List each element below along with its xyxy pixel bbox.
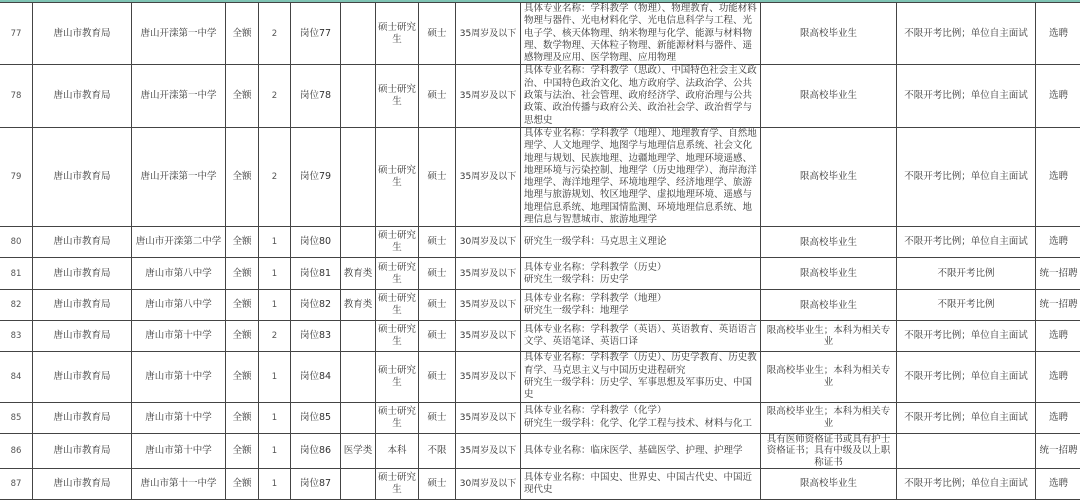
cell-unit: 唐山开滦第一中学 bbox=[132, 127, 226, 226]
cell-funding: 全额 bbox=[226, 258, 259, 290]
cell-age: 35周岁及以下 bbox=[456, 433, 521, 469]
cell-funding: 全额 bbox=[226, 402, 259, 433]
cell-method: 选聘 bbox=[1036, 127, 1080, 226]
cell-post: 岗位83 bbox=[291, 321, 341, 352]
cell-major: 具体专业名称：临床医学、基础医学、护理、护理学 bbox=[521, 433, 761, 469]
cell-method: 选聘 bbox=[1036, 3, 1080, 65]
cell-exam-ratio: 不限开考比例 bbox=[897, 258, 1036, 290]
table-row bbox=[0, 65, 1080, 127]
cell-category bbox=[341, 127, 376, 226]
cell-exam-ratio: 不限开考比例；单位自主面试 bbox=[897, 321, 1036, 352]
cell-unit: 唐山市第八中学 bbox=[132, 258, 226, 290]
cell-degree: 硕士 bbox=[419, 127, 456, 226]
cell-age: 35周岁及以下 bbox=[456, 65, 521, 127]
cell-major: 具体专业名称：中国史、世界史、中国古代史、中国近现代史 bbox=[521, 469, 761, 500]
cell-funding: 全额 bbox=[226, 127, 259, 226]
cell-post: 岗位86 bbox=[291, 433, 341, 469]
cell-department: 唐山市教育局 bbox=[33, 290, 132, 321]
cell-department: 唐山市教育局 bbox=[33, 227, 132, 258]
cell-post: 岗位87 bbox=[291, 469, 341, 500]
cell-education: 硕士研究生 bbox=[376, 258, 419, 290]
cell-funding: 全额 bbox=[226, 290, 259, 321]
cell-exam-ratio: 不限开考比例；单位自主面试 bbox=[897, 352, 1036, 402]
cell-count: 2 bbox=[259, 65, 291, 127]
cell-degree: 硕士 bbox=[419, 3, 456, 65]
cell-count: 2 bbox=[259, 3, 291, 65]
cell-post: 岗位80 bbox=[291, 227, 341, 258]
cell-method: 选聘 bbox=[1036, 352, 1080, 402]
cell-department: 唐山市教育局 bbox=[33, 469, 132, 500]
cell-id: 77 bbox=[0, 3, 33, 65]
cell-id: 80 bbox=[0, 227, 33, 258]
cell-category: 教育类 bbox=[341, 290, 376, 321]
cell-method: 统一招聘 bbox=[1036, 433, 1080, 469]
cell-other-requirements: 限高校毕业生 bbox=[761, 258, 897, 290]
cell-degree: 硕士 bbox=[419, 227, 456, 258]
cell-funding: 全额 bbox=[226, 65, 259, 127]
cell-department: 唐山市教育局 bbox=[33, 352, 132, 402]
cell-id: 84 bbox=[0, 352, 33, 402]
cell-unit: 唐山市第十一中学 bbox=[132, 469, 226, 500]
cell-method: 选聘 bbox=[1036, 402, 1080, 433]
cell-id: 83 bbox=[0, 321, 33, 352]
table-row bbox=[0, 402, 1080, 433]
cell-other-requirements: 限高校毕业生 bbox=[761, 290, 897, 321]
cell-education: 硕士研究生 bbox=[376, 127, 419, 226]
cell-education: 硕士研究生 bbox=[376, 352, 419, 402]
cell-exam-ratio: 不限开考比例；单位自主面试 bbox=[897, 65, 1036, 127]
cell-unit: 唐山市第十中学 bbox=[132, 402, 226, 433]
cell-post: 岗位81 bbox=[291, 258, 341, 290]
cell-exam-ratio: 不限开考比例 bbox=[897, 290, 1036, 321]
cell-id: 86 bbox=[0, 433, 33, 469]
table-row bbox=[0, 127, 1080, 226]
cell-category: 医学类 bbox=[341, 433, 376, 469]
cell-funding: 全额 bbox=[226, 3, 259, 65]
cell-unit: 唐山开滦第一中学 bbox=[132, 65, 226, 127]
cell-count: 1 bbox=[259, 258, 291, 290]
cell-funding: 全额 bbox=[226, 321, 259, 352]
cell-degree: 不限 bbox=[419, 433, 456, 469]
cell-major: 具体专业名称：学科教学（化学） 研究生一级学科：化学、化学工程与技术、材料与化工 bbox=[521, 402, 761, 433]
cell-department: 唐山市教育局 bbox=[33, 3, 132, 65]
cell-degree: 硕士 bbox=[419, 402, 456, 433]
cell-unit: 唐山市第八中学 bbox=[132, 290, 226, 321]
cell-post: 岗位82 bbox=[291, 290, 341, 321]
cell-category bbox=[341, 352, 376, 402]
table-row bbox=[0, 290, 1080, 321]
cell-exam-ratio: 不限开考比例；单位自主面试 bbox=[897, 227, 1036, 258]
cell-post: 岗位78 bbox=[291, 65, 341, 127]
cell-unit: 唐山市开滦第二中学 bbox=[132, 227, 226, 258]
table-row bbox=[0, 3, 1080, 65]
table-body bbox=[0, 3, 1080, 500]
cell-major: 具体专业名称：学科教学（地理） 研究生一级学科：地理学 bbox=[521, 290, 761, 321]
cell-count: 1 bbox=[259, 433, 291, 469]
recruitment-table bbox=[0, 2, 1080, 500]
cell-method: 统一招聘 bbox=[1036, 258, 1080, 290]
cell-education: 硕士研究生 bbox=[376, 469, 419, 500]
cell-age: 35周岁及以下 bbox=[456, 352, 521, 402]
cell-count: 1 bbox=[259, 290, 291, 321]
cell-other-requirements: 限高校毕业生 bbox=[761, 3, 897, 65]
cell-id: 78 bbox=[0, 65, 33, 127]
cell-category bbox=[341, 321, 376, 352]
cell-department: 唐山市教育局 bbox=[33, 258, 132, 290]
cell-unit: 唐山市第十中学 bbox=[132, 352, 226, 402]
cell-department: 唐山市教育局 bbox=[33, 321, 132, 352]
cell-other-requirements: 限高校毕业生；本科为相关专业 bbox=[761, 402, 897, 433]
cell-exam-ratio: 不限开考比例；单位自主面试 bbox=[897, 127, 1036, 226]
cell-unit: 唐山市第十中学 bbox=[132, 321, 226, 352]
cell-department: 唐山市教育局 bbox=[33, 402, 132, 433]
cell-post: 岗位79 bbox=[291, 127, 341, 226]
cell-degree: 硕士 bbox=[419, 469, 456, 500]
cell-method: 选聘 bbox=[1036, 321, 1080, 352]
cell-major: 具体专业名称：学科教学（历史）、历史学教育、历史教育学、马克思主义与中国历史进程研究 研究生一级学科：历史学、军事思想及军事历史、中国史 bbox=[521, 352, 761, 402]
cell-exam-ratio: 不限开考比例；单位自主面试 bbox=[897, 3, 1036, 65]
cell-exam-ratio bbox=[897, 433, 1036, 469]
table-row bbox=[0, 227, 1080, 258]
cell-count: 1 bbox=[259, 227, 291, 258]
cell-id: 87 bbox=[0, 469, 33, 500]
cell-category bbox=[341, 65, 376, 127]
cell-post: 岗位85 bbox=[291, 402, 341, 433]
cell-department: 唐山市教育局 bbox=[33, 433, 132, 469]
cell-method: 选聘 bbox=[1036, 65, 1080, 127]
cell-category bbox=[341, 402, 376, 433]
cell-degree: 硕士 bbox=[419, 258, 456, 290]
cell-major: 具体专业名称：学科教学（思政）、中国特色社会主义政治、中国特色政治文化、地方政府学、法政治学、公共政策与法治、社会管理、政府经济学、政府治理与公共政策、政治传播与政府公关、政治社会学、政治哲学与思想史 bbox=[521, 65, 761, 127]
cell-education: 硕士研究生 bbox=[376, 227, 419, 258]
cell-education: 硕士研究生 bbox=[376, 3, 419, 65]
cell-category bbox=[341, 227, 376, 258]
cell-major: 具体专业名称：学科教学（地理）、地理教育学、自然地理学、人文地理学、地图学与地理信息系统、社会文化地理与规划、民族地理、边疆地理学、地理环境遥感、地理环境与污染控制、地理学（历史地理学）、海岸海洋地理学、海洋地理学、环境地理学、经济地理学、旅游地理与旅游规划、牧区地理学、虚拟地理环境、遥感与地理信息系统、地理国情监测、环境地理信息系统、地理信息与智慧城市、旅游地理学 bbox=[521, 127, 761, 226]
cell-count: 1 bbox=[259, 352, 291, 402]
cell-education: 硕士研究生 bbox=[376, 402, 419, 433]
cell-education: 硕士研究生 bbox=[376, 290, 419, 321]
cell-id: 79 bbox=[0, 127, 33, 226]
cell-department: 唐山市教育局 bbox=[33, 65, 132, 127]
cell-major: 具体专业名称：学科教学（物理）、物理教育、功能材料物理与器件、光电材料化学、光电信息科学与工程、光电子学、核天体物理、纳米物理与化学、能源与材料物理、数学物理、天体粒子物理、新能源材料与器件、遥感物理及应用、医学物理、应用物理 bbox=[521, 3, 761, 65]
cell-unit: 唐山开滦第一中学 bbox=[132, 3, 226, 65]
cell-unit: 唐山市第十中学 bbox=[132, 433, 226, 469]
cell-category bbox=[341, 469, 376, 500]
cell-id: 81 bbox=[0, 258, 33, 290]
cell-count: 2 bbox=[259, 127, 291, 226]
cell-age: 35周岁及以下 bbox=[456, 290, 521, 321]
cell-funding: 全额 bbox=[226, 352, 259, 402]
cell-other-requirements: 限高校毕业生；本科为相关专业 bbox=[761, 321, 897, 352]
cell-degree: 硕士 bbox=[419, 321, 456, 352]
cell-exam-ratio: 不限开考比例；单位自主面试 bbox=[897, 402, 1036, 433]
cell-age: 35周岁及以下 bbox=[456, 3, 521, 65]
cell-exam-ratio: 不限开考比例；单位自主面试 bbox=[897, 469, 1036, 500]
cell-other-requirements: 限高校毕业生 bbox=[761, 469, 897, 500]
cell-other-requirements: 限高校毕业生 bbox=[761, 227, 897, 258]
table-row bbox=[0, 258, 1080, 290]
table-row bbox=[0, 433, 1080, 469]
cell-age: 30周岁及以下 bbox=[456, 469, 521, 500]
cell-age: 35周岁及以下 bbox=[456, 321, 521, 352]
cell-degree: 硕士 bbox=[419, 65, 456, 127]
table-row bbox=[0, 352, 1080, 402]
cell-count: 1 bbox=[259, 469, 291, 500]
cell-funding: 全额 bbox=[226, 469, 259, 500]
cell-method: 选聘 bbox=[1036, 227, 1080, 258]
cell-post: 岗位77 bbox=[291, 3, 341, 65]
cell-major: 研究生一级学科：马克思主义理论 bbox=[521, 227, 761, 258]
cell-category bbox=[341, 3, 376, 65]
cell-count: 2 bbox=[259, 321, 291, 352]
cell-education: 本科 bbox=[376, 433, 419, 469]
cell-other-requirements: 限高校毕业生；本科为相关专业 bbox=[761, 352, 897, 402]
cell-degree: 硕士 bbox=[419, 352, 456, 402]
cell-age: 35周岁及以下 bbox=[456, 127, 521, 226]
cell-method: 选聘 bbox=[1036, 469, 1080, 500]
cell-education: 硕士研究生 bbox=[376, 321, 419, 352]
cell-method: 统一招聘 bbox=[1036, 290, 1080, 321]
cell-major: 具体专业名称：学科教学（历史） 研究生一级学科：历史学 bbox=[521, 258, 761, 290]
cell-degree: 硕士 bbox=[419, 290, 456, 321]
cell-major: 具体专业名称：学科教学（英语）、英语教育、英语语言文学、英语笔译、英语口译 bbox=[521, 321, 761, 352]
table-row bbox=[0, 321, 1080, 352]
cell-age: 35周岁及以下 bbox=[456, 402, 521, 433]
cell-education: 硕士研究生 bbox=[376, 65, 419, 127]
cell-department: 唐山市教育局 bbox=[33, 127, 132, 226]
table-row bbox=[0, 469, 1080, 500]
cell-funding: 全额 bbox=[226, 227, 259, 258]
cell-other-requirements: 限高校毕业生 bbox=[761, 65, 897, 127]
cell-other-requirements: 具有医师资格证书或具有护士资格证书；具有中级及以上职称证书 bbox=[761, 433, 897, 469]
cell-age: 35周岁及以下 bbox=[456, 258, 521, 290]
cell-id: 85 bbox=[0, 402, 33, 433]
cell-funding: 全额 bbox=[226, 433, 259, 469]
cell-post: 岗位84 bbox=[291, 352, 341, 402]
cell-age: 30周岁及以下 bbox=[456, 227, 521, 258]
cell-count: 1 bbox=[259, 402, 291, 433]
cell-id: 82 bbox=[0, 290, 33, 321]
cell-category: 教育类 bbox=[341, 258, 376, 290]
cell-other-requirements: 限高校毕业生 bbox=[761, 127, 897, 226]
